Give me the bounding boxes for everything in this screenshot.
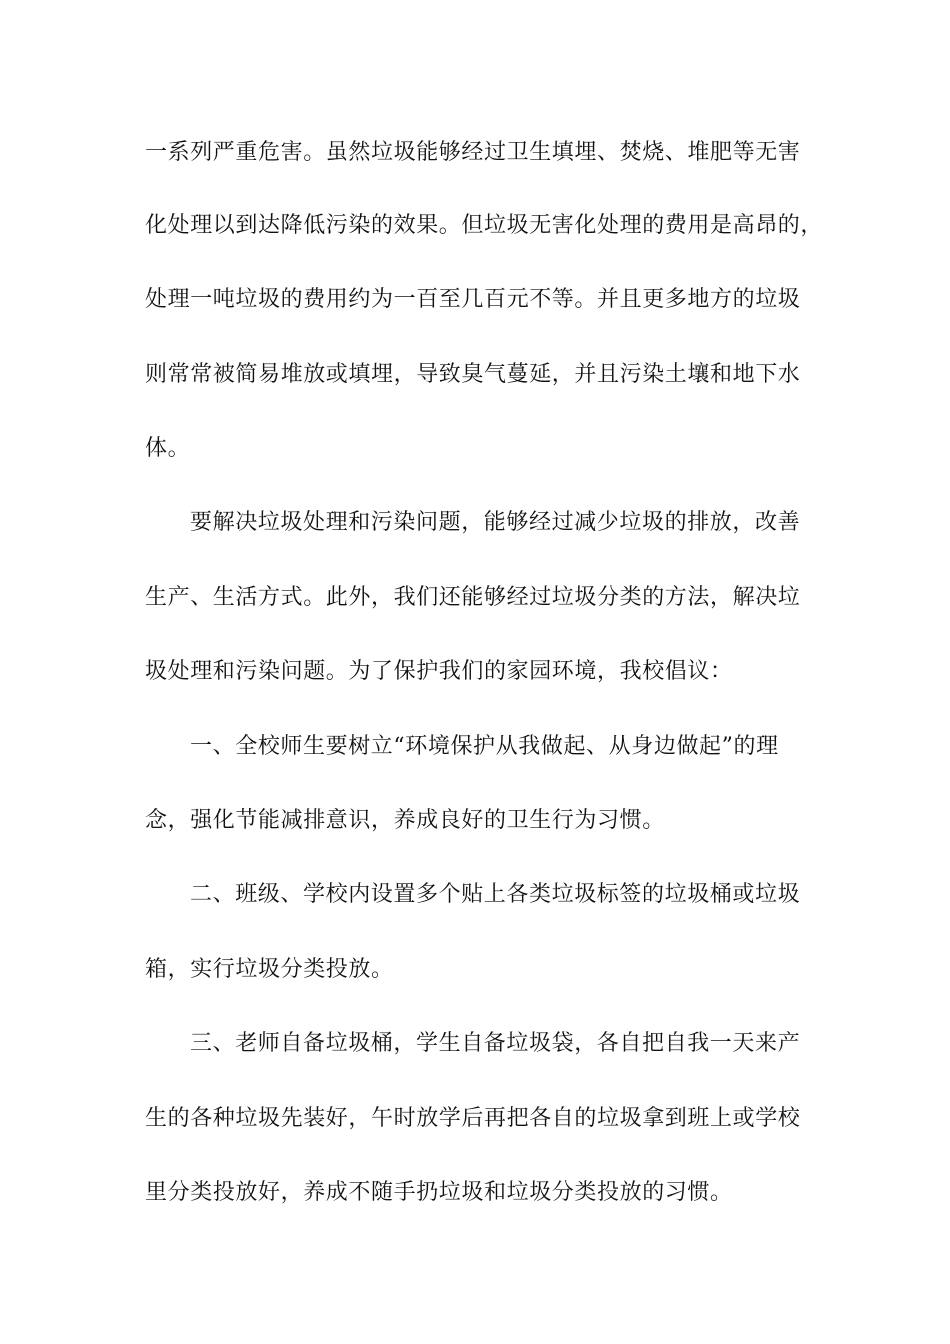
text-line: 一系列严重危害。虽然垃圾能够经过卫生填埋、焚烧、堆肥等无害 <box>145 140 801 165</box>
text-line: 则常常被简易堆放或填埋，导致臭气蔓延，并且污染土壤和地下水 <box>145 362 801 387</box>
text-line: 圾处理和污染问题。为了保护我们的家园环境，我校倡议： <box>145 659 733 684</box>
text-line: 生产、生活方式。此外，我们还能够经过垃圾分类的方法，解决垃 <box>145 585 801 610</box>
text-line: 体。 <box>145 436 191 461</box>
text-line: 化处理以到达降低污染的效果。但垃圾无害化处理的费用是高昂的， <box>145 213 824 238</box>
paragraph-first-line: 要解决垃圾处理和污染问题，能够经过减少垃圾的排放，改善 <box>190 510 801 535</box>
proposal-item-3: 三、老师自备垃圾桶，学生自备垃圾袋，各自把自我一天来产 <box>190 1031 801 1056</box>
text-line: 处理一吨垃圾的费用约为一百至几百元不等。并且更多地方的垃圾 <box>145 287 801 312</box>
text-line: 生的各种垃圾先装好，午时放学后再把各自的垃圾拿到班上或学校 <box>145 1106 801 1131</box>
proposal-item-2: 二、班级、学校内设置多个贴上各类垃圾标签的垃圾桶或垃圾 <box>190 882 801 907</box>
text-line: 念，强化节能减排意识，养成良好的卫生行为习惯。 <box>145 808 665 833</box>
proposal-item-1: 一、全校师生要树立“环境保护从我做起、从身边做起”的理 <box>190 734 779 759</box>
text-line: 箱，实行垃圾分类投放。 <box>145 957 394 982</box>
text-line: 里分类投放好，养成不随手扔垃圾和垃圾分类投放的习惯。 <box>145 1180 733 1205</box>
